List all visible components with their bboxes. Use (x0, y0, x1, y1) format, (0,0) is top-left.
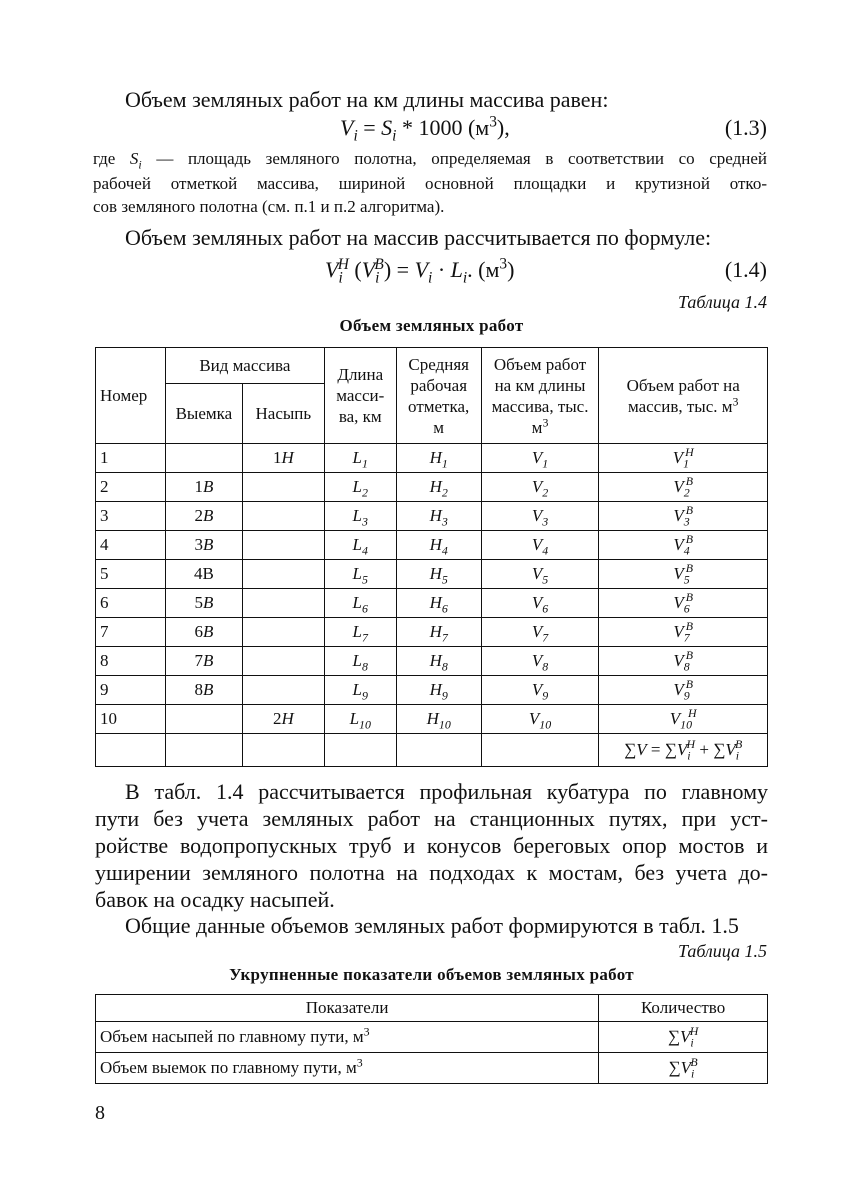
table-row (96, 444, 768, 473)
table-1-4-title: Объем земляных работ (339, 316, 524, 335)
cell-obem-massiv: $V_1^H$ (599, 444, 768, 473)
page-number: 8 (95, 1102, 105, 1124)
cell-obem-massiv: $V_9^B$ (599, 676, 768, 705)
cell-nasyp (242, 473, 324, 502)
header-nasyp: Насыпь (242, 384, 324, 444)
cell-nomer: 3 (96, 502, 166, 531)
row-label: Объем насыпей по главному пути, $м^3$ (96, 1022, 599, 1053)
cell-dlina: $L_{10}$ (324, 705, 396, 734)
cell-vyemka: 2B (165, 502, 242, 531)
cell-otmetka: $H_9$ (396, 676, 481, 705)
header-nomer: Номер (96, 348, 166, 444)
header-dlina: Длина масси-ва, км (324, 348, 396, 444)
table-1-4-caption: Таблица 1.4 (677, 292, 767, 312)
header-obem-massiv: Объем работ на массив, тыс. $м^3$ (599, 348, 768, 444)
cell-obem-massiv: $V_2^B$ (599, 473, 768, 502)
cell-obem-km: $V_3$ (481, 502, 599, 531)
cell-obem-massiv: $V_4^B$ (599, 531, 768, 560)
cell-nomer: 10 (96, 705, 166, 734)
cell-otmetka: $H_1$ (396, 444, 481, 473)
cell-otmetka: $H_4$ (396, 531, 481, 560)
header-vid-massiva: Вид массива (165, 348, 324, 384)
cell-nomer: 5 (96, 560, 166, 589)
cell-obem-massiv: $V_6^B$ (599, 589, 768, 618)
table-1-4-body (96, 444, 768, 734)
where-line-1: где $S_i$ — площадь земляного полотна, определяемая в соответствии со средней (93, 149, 768, 172)
cell-vyemka: 7B (165, 647, 242, 676)
table-row (96, 1022, 768, 1053)
cell-nasyp (242, 647, 324, 676)
equation-number-1-4: (1.4) (724, 257, 767, 282)
equation-number-1-3: (1.3) (724, 115, 767, 140)
cell-otmetka: $H_3$ (396, 502, 481, 531)
table-1-4-sum-row (96, 734, 768, 767)
table-row (96, 502, 768, 531)
cell-nasyp: 1H (242, 444, 324, 473)
cell-nomer: 8 (96, 647, 166, 676)
formula-1-3: $V_i = S_i * 1000$ $(м^3)$, (340, 113, 510, 145)
cell-obem-massiv: $V_7^B$ (599, 618, 768, 647)
paragraph-intro: Объем земляных работ на км длины массива равен: (125, 87, 609, 112)
cell-obem-massiv: $V_3^B$ (599, 502, 768, 531)
cell-obem-km: $V_9$ (481, 676, 599, 705)
row-value: $\sum V_i^H$ (599, 1022, 768, 1053)
paragraph-4: Общие данные объемов земляных работ формируются в табл. 1.5 (125, 913, 739, 938)
formula-1-4: $V_i^H$ $(V_i^B) = V_i \cdot L_i$. $(м^3)$ (325, 255, 515, 287)
cell-nomer: 6 (96, 589, 166, 618)
paragraph-formula-intro: Объем земляных работ на массив рассчитывается по формуле: (125, 225, 712, 250)
header-kolichestvo: Количество (599, 995, 768, 1022)
header-vyemka: Выемка (165, 384, 242, 444)
table-row (96, 473, 768, 502)
where-line-3: сов земляного полотна (см. п.1 и п.2 алгоритма). (93, 197, 445, 216)
cell-dlina: $L_4$ (324, 531, 396, 560)
row-value: $\sum V_i^B$ (599, 1053, 768, 1084)
cell-vyemka: 1B (165, 473, 242, 502)
table-1-4 (95, 347, 768, 767)
cell-vyemka: 8B (165, 676, 242, 705)
cell-obem-massiv: $V_{10}^H$ (599, 705, 768, 734)
cell-vyemka: 3B (165, 531, 242, 560)
cell-nasyp (242, 676, 324, 705)
cell-otmetka: $H_5$ (396, 560, 481, 589)
cell-nasyp (242, 618, 324, 647)
table-1-5 (95, 994, 768, 1084)
row-label: Объем выемок по главному пути, $м^3$ (96, 1053, 599, 1084)
paragraph-3-line-2: пути без учета земляных работ на станционных путях, при уст- (95, 806, 768, 831)
cell-obem-km: $V_4$ (481, 531, 599, 560)
table-1-5-title: Укрупненные показатели объемов земляных работ (229, 965, 634, 984)
cell-otmetka: $H_{10}$ (396, 705, 481, 734)
table-row (96, 1053, 768, 1084)
cell-vyemka: 6B (165, 618, 242, 647)
cell-nomer: 9 (96, 676, 166, 705)
cell-nasyp (242, 560, 324, 589)
cell-nasyp (242, 589, 324, 618)
cell-nasyp: 2H (242, 705, 324, 734)
cell-vyemka (165, 444, 242, 473)
cell-obem-km: $V_{10}$ (481, 705, 599, 734)
cell-otmetka: $H_2$ (396, 473, 481, 502)
cell-dlina: $L_5$ (324, 560, 396, 589)
table-row (96, 676, 768, 705)
cell-otmetka: $H_7$ (396, 618, 481, 647)
cell-dlina: $L_9$ (324, 676, 396, 705)
cell-dlina: $L_6$ (324, 589, 396, 618)
paragraph-3-line-4: уширении земляного полотна на подходах к мостам, без учета до- (95, 860, 768, 885)
header-srednyaya: Средняя рабочая отметка, м (396, 348, 481, 444)
cell-obem-km: $V_6$ (481, 589, 599, 618)
sum-formula: $\sum V = \sum V_i^H + \sum V_i^B$ (599, 734, 768, 767)
cell-obem-km: $V_5$ (481, 560, 599, 589)
table-row (96, 531, 768, 560)
table-row (96, 589, 768, 618)
cell-otmetka: $H_8$ (396, 647, 481, 676)
cell-nomer: 1 (96, 444, 166, 473)
cell-obem-km: $V_7$ (481, 618, 599, 647)
cell-dlina: $L_2$ (324, 473, 396, 502)
cell-nomer: 7 (96, 618, 166, 647)
cell-nomer: 2 (96, 473, 166, 502)
cell-nasyp (242, 531, 324, 560)
cell-vyemka: 5B (165, 589, 242, 618)
cell-obem-massiv: $V_8^B$ (599, 647, 768, 676)
table-row (96, 647, 768, 676)
table-row (96, 618, 768, 647)
cell-dlina: $L_7$ (324, 618, 396, 647)
where-line-2: рабочей отметкой массива, шириной основной площадки и крутизной отко- (93, 174, 767, 193)
cell-nomer: 4 (96, 531, 166, 560)
table-1-5-caption: Таблица 1.5 (677, 941, 767, 961)
cell-dlina: $L_8$ (324, 647, 396, 676)
cell-vyemka: 4В (165, 560, 242, 589)
cell-dlina: $L_1$ (324, 444, 396, 473)
cell-obem-km: $V_8$ (481, 647, 599, 676)
cell-obem-massiv: $V_5^B$ (599, 560, 768, 589)
paragraph-3-line-3: ройстве водопропускных труб и конусов береговых опор мостов и (95, 833, 768, 858)
cell-obem-km: $V_2$ (481, 473, 599, 502)
cell-dlina: $L_3$ (324, 502, 396, 531)
cell-vyemka (165, 705, 242, 734)
cell-obem-km: $V_1$ (481, 444, 599, 473)
cell-nasyp (242, 502, 324, 531)
table-row (96, 560, 768, 589)
header-pokazateli: Показатели (96, 995, 599, 1022)
header-obem-km: Объем работ на км длины массива, тыс. $м^3$ (481, 348, 599, 444)
paragraph-3-line-5: бавок на осадку насыпей. (95, 887, 335, 912)
cell-otmetka: $H_6$ (396, 589, 481, 618)
paragraph-3-line-1: В табл. 1.4 рассчитывается профильная кубатура по главному (125, 779, 768, 804)
table-row (96, 705, 768, 734)
